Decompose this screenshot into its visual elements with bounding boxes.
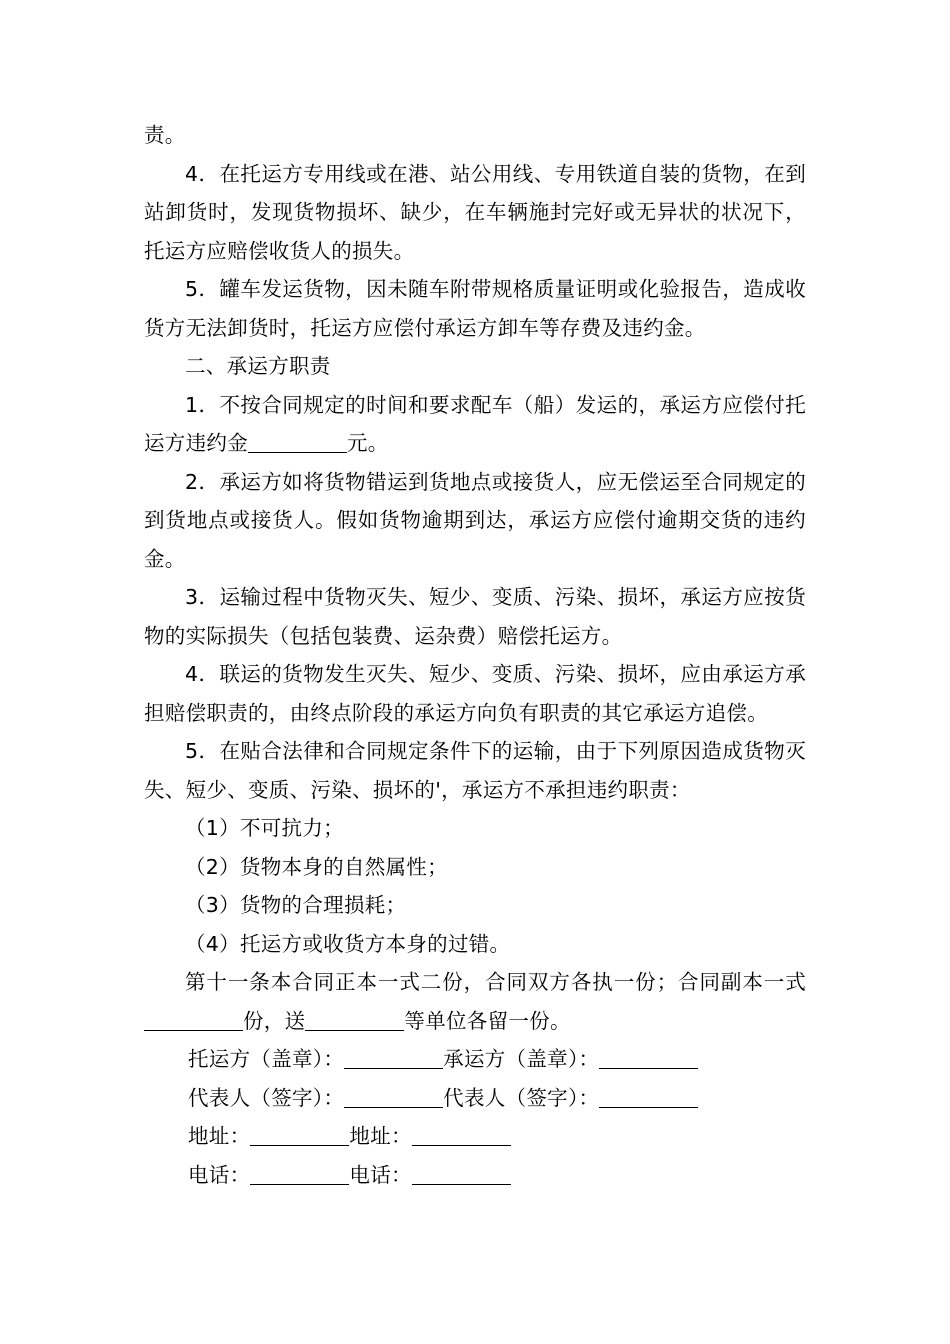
- shipper-seal-blank: [344, 1045, 443, 1069]
- carrier-item-3: 3．运输过程中货物灭失、短少、变质、污染、损坏，承运方应按货物的实际损失（包括包装费、运杂费）赔偿托运方。: [144, 585, 806, 648]
- shipper-seal-label: 托运方（盖章）：: [188, 1047, 345, 1071]
- carrier-address-label: 地址：: [349, 1124, 412, 1148]
- shipper-address-blank: [250, 1122, 349, 1146]
- exemption-item-3: （3）货物的合理损耗；: [185, 893, 407, 917]
- carrier-representative-blank: [599, 1084, 698, 1108]
- address-line: [144, 1117, 806, 1156]
- carrier-seal-label: 承运方（盖章）：: [443, 1047, 600, 1071]
- article-11-text-2: 份，送: [243, 1008, 306, 1033]
- representative-line: [144, 1079, 806, 1118]
- carrier-phone-label: 电话：: [349, 1162, 412, 1187]
- seal-line: [144, 1040, 806, 1079]
- phone-line: [144, 1156, 806, 1195]
- carrier-representative-label: 代表人（签字）：: [443, 1085, 600, 1110]
- article-11-text-3: 等单位各留一份。: [404, 1008, 571, 1033]
- shipper-phone-blank: [250, 1161, 349, 1185]
- penalty-amount-blank: [248, 429, 347, 453]
- shipper-phone-label: 电话：: [188, 1162, 251, 1187]
- shipper-item-5: 5．罐车发运货物，因未随车附带规格质量证明或化验报告，造成收货方无法卸货时，托运方应偿付承运方卸车等存费及违约金。: [144, 277, 806, 340]
- carrier-seal-blank: [599, 1045, 698, 1069]
- document-body: [144, 116, 806, 1194]
- copies-count-blank: [144, 1007, 243, 1031]
- carrier-item-2: 2．承运方如将货物错运到货地点或接货人，应无偿运至合同规定的到货地点或接货人。假如货物逾期到达，承运方应偿付逾期交货的违约金。: [144, 469, 806, 571]
- exemption-item-2: （2）货物本身的自然属性；: [185, 854, 448, 879]
- article-11-text-1: 第十一条本合同正本一式二份，合同双方各执一份；合同副本一式: [185, 970, 806, 994]
- shipper-address-label: 地址：: [188, 1124, 251, 1148]
- carrier-responsibility-heading: 二、承运方职责: [185, 354, 331, 378]
- exemption-item-4: （4）托运方或收货方本身的过错。: [185, 931, 511, 956]
- carrier-phone-blank: [412, 1161, 511, 1185]
- carrier-item-1-text: 1．不按合同规定的时间和要求配车（船）发运的，承运方应偿付托运方违约金: [144, 392, 806, 455]
- carrier-item-5: 5．在贴合法律和合同规定条件下的运输，由于下列原因造成货物灭失、短少、变质、污染、损坏的'，承运方不承担违约职责：: [144, 739, 806, 802]
- shipper-representative-blank: [344, 1084, 443, 1108]
- recipient-units-blank: [305, 1007, 404, 1031]
- carrier-item-1: [144, 386, 806, 463]
- carrier-item-4: 4．联运的货物发生灭失、短少、变质、污染、损坏，应由承运方承担赔偿职责的，由终点阶段的承运方向负有职责的其它承运方追偿。: [144, 662, 806, 725]
- exemption-item-1: （1）不可抗力；: [185, 816, 344, 840]
- carrier-address-blank: [412, 1122, 511, 1146]
- paragraph-tail: 责。: [144, 123, 186, 147]
- article-11: [144, 963, 806, 1040]
- carrier-item-1-unit: 元。: [347, 431, 389, 455]
- shipper-item-4: 4．在托运方专用线或在港、站公用线、专用铁道自装的货物，在到站卸货时，发现货物损坏、缺少，在车辆施封完好或无异状的状况下，托运方应赔偿收货人的损失。: [144, 161, 806, 263]
- shipper-representative-label: 代表人（签字）：: [188, 1085, 345, 1110]
